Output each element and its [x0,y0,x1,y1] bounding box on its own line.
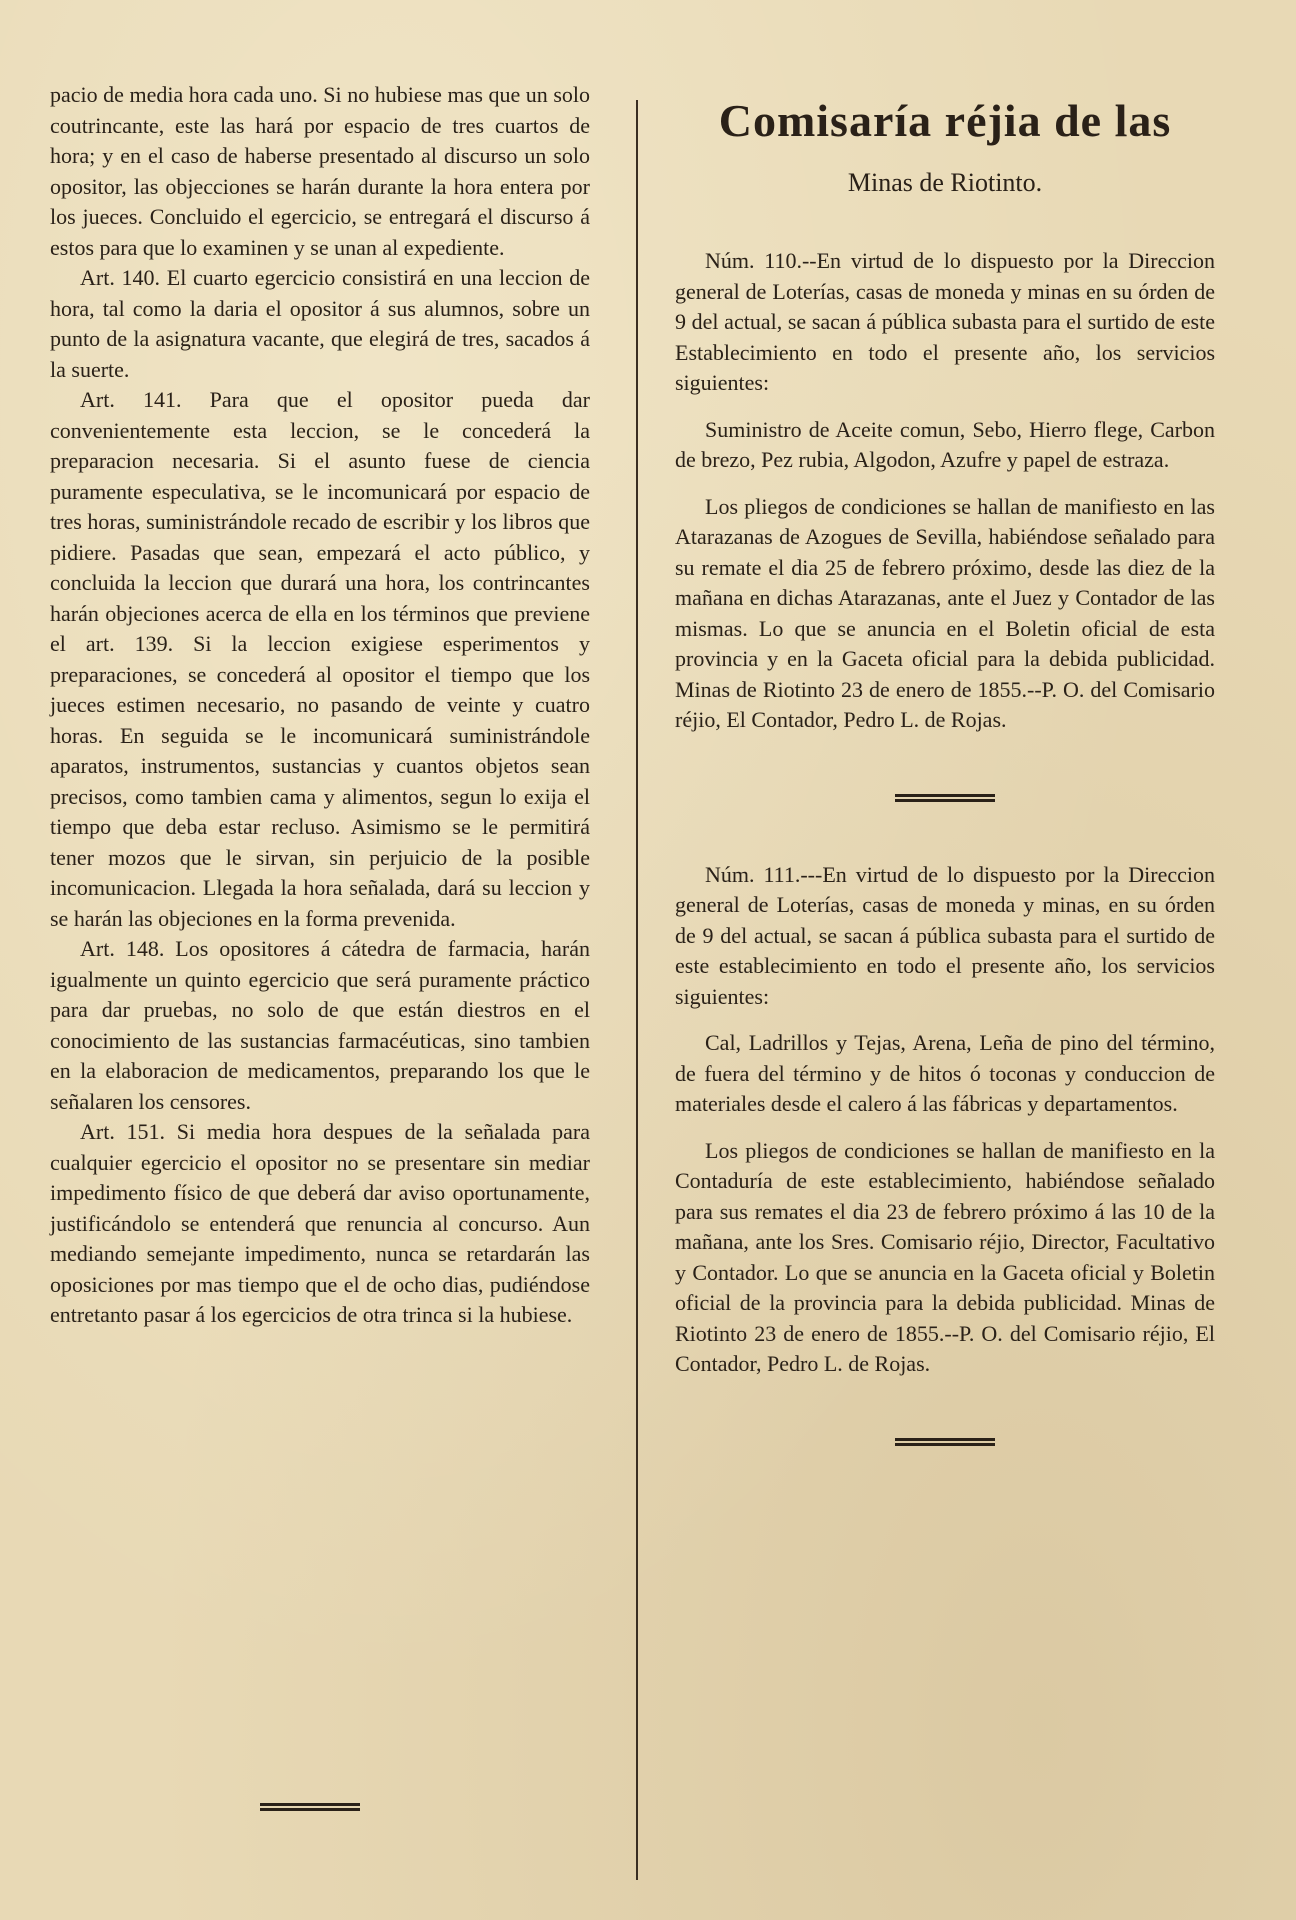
notice-111 [675,860,1215,1380]
notice-110-intro: Núm. 110.--En virtud de lo dispuesto por la Direccion general de Loterías, casas de moneda y minas en su órden de 9 del actual, se sacan á pública subasta para el surtido de este Establecimiento en todo el presente año, los servicios siguientes: [675,248,1215,395]
column-divider [636,100,638,1880]
notice-separator [895,794,995,802]
left-column [50,80,590,1331]
notice-111-conditions: Los pliegos de condiciones se hallan de manifiesto en la Contaduría de este establecimiento, habiéndose señalado para sus remates el dia 23 de febrero próximo á las 10 de la mañana, ante los Sres. Comisario réjio, Director, Facultativo y Contador. Lo que se anuncia en la Gaceta oficial y Boletin oficial de la provincia para la debida publicidad. Minas de Riotinto 23 de enero de 1855.--P. O. del Comisario réjio, El Contador, Pedro L. de Rojas. [675,1137,1215,1376]
notice-110 [675,246,1215,736]
paragraph-art-140: Art. 140. El cuarto egercicio consistirá en una leccion de hora, tal como la daria el opositor á sus alumnos, sobre un punto de la asignatura vacante, que elegirá de tres, sacados á la suerte. [50,265,590,382]
right-column [675,80,1215,1504]
paragraph-continuation: pacio de media hora cada uno. Si no hubiese mas que un solo coutrincante, este las hará por espacio de tres cuartos de hora; y en el caso de haberse presentado al discurso un solo opositor, las objecciones se harán durante la hora entera por los jueces. Concluido el egercicio, se entregará el discurso á estos para que lo examinen y se unan al expediente. [50,82,590,260]
notice-111-intro: Núm. 111.---En virtud de lo dispuesto por la Direccion general de Loterías, casas de moneda y minas, en su órden de 9 del actual, se sacan á pública subasta para el surtido de este establecimiento en todo el presente año, los servicios siguientes: [675,861,1215,1009]
notice-110-items: Suministro de Aceite comun, Sebo, Hierro flege, Carbon de brezo, Pez rubia, Algodon, Azufre y papel de estraza. [675,416,1215,472]
end-rule-left [260,1803,360,1811]
notice-111-items: Cal, Ladrillos y Tejas, Arena, Leña de pino del término, de fuera del término y de hitos ó toconas y conduccion de materiales desde el calero á las fábricas y departamentos. [675,1030,1215,1116]
paragraph-art-151: Art. 151. Si media hora despues de la señalada para cualquier egercicio el opositor no se presentare sin mediar impedimento físico de que deberá dar aviso oportunamente, justificándolo se entenderá que renuncia al concurso. Aun mediando semejante impedimento, nunca se retardarán las oposiciones por mas tiempo que el de ocho dias, pudiéndose entretanto pasar á los egercicios de otra trinca si la hubiese. [50,1119,590,1327]
section-subtitle: Minas de Riotinto. [847,168,1043,197]
paragraph-art-141: Art. 141. Para que el opositor pueda dar convenientemente esta leccion, se le concederá la preparacion necesaria. Si el asunto fuese de ciencia puramente especulativa, se le incomunicará por espacio de tres horas, suministrándole recado de escribir y los libros que pidiere. Pasadas que sean, empezará el acto público, y concluida la leccion que durará una hora, los contrincantes harán objeciones acerca de ella en los términos que previene el art. 139. Si la leccion exigiese esperimentos y preparaciones, se concederá al opositor el tiempo que los jueces estimen necesario, no pasando de veinte y cuatro horas. En seguida se le incomunicará suministrándole aparatos, instrumentos, sustancias y cuantos objetos sean precisos, como tambien cama y alimentos, segun lo exija el tiempo que deba estar recluso. Asimismo se le permitirá tener mozos que le sirvan, sin perjuicio de la posible incomunicacion. Llegada la hora señalada, dará su leccion y se harán las objeciones en la forma prevenida. [50,387,590,931]
notice-110-conditions: Los pliegos de condiciones se hallan de manifiesto en las Atarazanas de Azogues de Sevilla, habiéndose señalado para su remate el dia 25 de febrero próximo, desde las diez de la mañana en dichas Atarazanas, ante el Juez y Contador de las mismas. Lo que se anuncia en el Boletin oficial de esta provincia y en la Gaceta oficial para la debida publicidad. Minas de Riotinto 23 de enero de 1855.--P. O. del Comisario réjio, El Contador, Pedro L. de Rojas. [675,493,1215,732]
section-title: Comisaría réjia de las [718,95,1172,146]
end-rule-right [895,1438,995,1446]
paragraph-art-148: Art. 148. Los opositores á cátedra de farmacia, harán igualmente un quinto egercicio que será puramente práctico para dar pruebas, no solo de que están diestros en el conocimiento de las sustancias farmacéuticas, sino tambien en la elaboracion de medicamentos, preparando los que le señalaren los censores. [50,936,590,1114]
